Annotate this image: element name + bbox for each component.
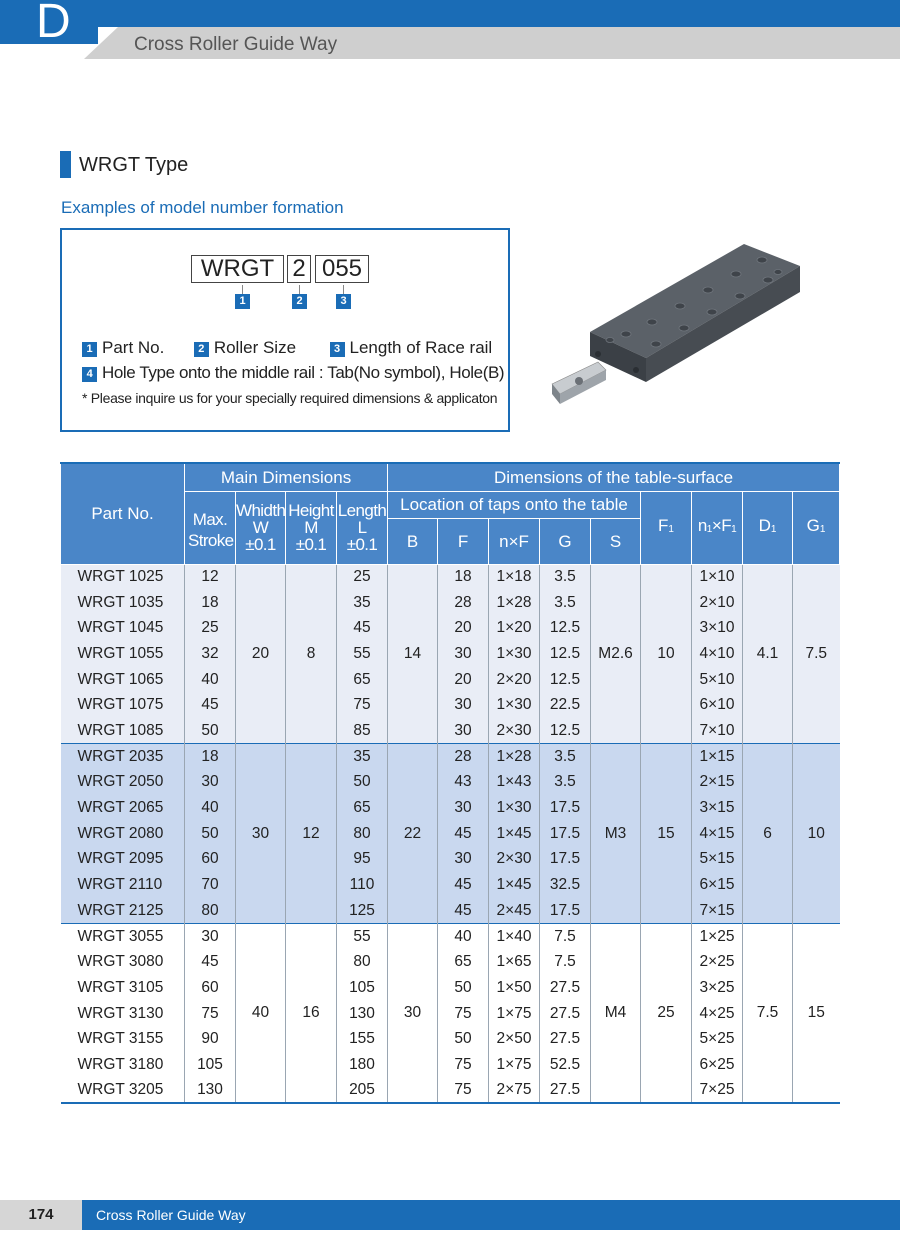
cell-max-stroke: 30 [185, 770, 236, 796]
cell-length: 95 [337, 847, 388, 873]
code-part-model: WRGT [191, 255, 284, 283]
cell-d1: 6 [743, 744, 793, 924]
cell-part-no: WRGT 2110 [61, 872, 185, 898]
footer-title: Cross Roller Guide Way [96, 1207, 246, 1223]
cell-f: 50 [438, 1026, 489, 1052]
cell-nxf: 1×65 [489, 949, 540, 975]
cell-d1: 7.5 [743, 924, 793, 1104]
cell-part-no: WRGT 2080 [61, 821, 185, 847]
cell-length: 85 [337, 718, 388, 744]
cell-max-stroke: 18 [185, 744, 236, 770]
col-header-length [337, 491, 388, 564]
cell-part-no: WRGT 3105 [61, 975, 185, 1001]
cell-n1xf1: 4×25 [692, 1001, 743, 1027]
cell-width: 20 [236, 564, 286, 744]
cell-f: 45 [438, 898, 489, 924]
cell-length: 180 [337, 1052, 388, 1078]
cell-max-stroke: 60 [185, 975, 236, 1001]
cell-part-no: WRGT 3055 [61, 924, 185, 950]
cell-length: 125 [337, 898, 388, 924]
cell-f1: 25 [641, 924, 692, 1104]
cell-f1: 15 [641, 744, 692, 924]
cell-n1xf1: 6×10 [692, 692, 743, 718]
col-header-nf: n×F [489, 518, 540, 564]
cell-f: 75 [438, 1078, 489, 1104]
cell-max-stroke: 50 [185, 718, 236, 744]
table-row [61, 847, 840, 873]
cell-f: 43 [438, 770, 489, 796]
d1-letter: D [758, 516, 771, 535]
col-header-n1f1 [692, 491, 743, 564]
cell-g: 3.5 [540, 770, 591, 796]
cell-b: 30 [388, 924, 438, 1104]
cell-nxf: 2×50 [489, 1026, 540, 1052]
cell-d1: 4.1 [743, 564, 793, 744]
cell-part-no: WRGT 3155 [61, 1026, 185, 1052]
cell-s: M3 [591, 744, 641, 924]
cell-max-stroke: 45 [185, 692, 236, 718]
cell-part-no: WRGT 3130 [61, 1001, 185, 1027]
cell-g: 12.5 [540, 667, 591, 693]
cell-max-stroke: 60 [185, 847, 236, 873]
legend-badge: 1 [82, 342, 97, 357]
cell-f: 28 [438, 590, 489, 616]
cell-max-stroke: 32 [185, 641, 236, 667]
cell-part-no: WRGT 3205 [61, 1078, 185, 1104]
table-row [61, 590, 840, 616]
legend-row [82, 338, 492, 358]
cell-nxf: 2×30 [489, 718, 540, 744]
cell-max-stroke: 70 [185, 872, 236, 898]
subscript: 1 [731, 524, 737, 535]
cell-length: 130 [337, 1001, 388, 1027]
cell-max-stroke: 90 [185, 1026, 236, 1052]
cell-length: 50 [337, 770, 388, 796]
cell-n1xf1: 2×25 [692, 949, 743, 975]
cell-part-no: WRGT 1045 [61, 615, 185, 641]
cell-g: 32.5 [540, 872, 591, 898]
cell-length: 105 [337, 975, 388, 1001]
cell-n1xf1: 6×25 [692, 1052, 743, 1078]
section-title: WRGT Type [79, 154, 189, 176]
cell-f: 30 [438, 692, 489, 718]
cell-length: 80 [337, 949, 388, 975]
cell-max-stroke: 40 [185, 795, 236, 821]
cell-length: 205 [337, 1078, 388, 1104]
cell-nxf: 1×30 [489, 795, 540, 821]
legend-text: Hole Type onto the middle rail : Tab(No symbol), Hole(B) [102, 363, 505, 382]
table-row [61, 872, 840, 898]
section-marker [60, 151, 71, 178]
cell-g: 27.5 [540, 1078, 591, 1104]
col-header-location-taps: Location of taps onto the table [388, 491, 641, 518]
subscript: 1 [819, 524, 826, 535]
cell-length: 110 [337, 872, 388, 898]
cell-max-stroke: 130 [185, 1078, 236, 1104]
subscript: 1 [668, 524, 674, 535]
cell-b: 14 [388, 564, 438, 744]
f1-letter: F [658, 516, 669, 535]
table-body [61, 564, 840, 1103]
badge-2: 2 [292, 294, 307, 309]
dimensions-table [60, 462, 840, 1104]
table-row [61, 924, 840, 950]
col-header-g: G [540, 518, 591, 564]
cell-max-stroke: 105 [185, 1052, 236, 1078]
cell-length: 35 [337, 590, 388, 616]
cell-nxf: 1×30 [489, 692, 540, 718]
cell-g: 12.5 [540, 641, 591, 667]
cell-height: 8 [286, 564, 337, 744]
col-header-f1 [641, 491, 692, 564]
n1-letter: n [697, 516, 707, 535]
cell-g: 3.5 [540, 744, 591, 770]
cell-nxf: 1×45 [489, 821, 540, 847]
section-subheading: Examples of model number formation [61, 198, 344, 217]
table-row [61, 949, 840, 975]
legend-badge: 2 [194, 342, 209, 357]
cell-nxf: 1×43 [489, 770, 540, 796]
table-row [61, 795, 840, 821]
cell-max-stroke: 50 [185, 821, 236, 847]
f1-letter: ×F [711, 516, 732, 535]
legend-row [82, 363, 504, 383]
cell-f: 30 [438, 718, 489, 744]
cell-g: 27.5 [540, 1026, 591, 1052]
code-part-length: 055 [315, 255, 369, 283]
cell-part-no: WRGT 1025 [61, 564, 185, 590]
cell-part-no: WRGT 2035 [61, 744, 185, 770]
cell-f: 20 [438, 667, 489, 693]
cell-nxf: 2×30 [489, 847, 540, 873]
cell-g: 27.5 [540, 975, 591, 1001]
cell-n1xf1: 4×10 [692, 641, 743, 667]
cell-n1xf1: 1×25 [692, 924, 743, 950]
cell-max-stroke: 45 [185, 949, 236, 975]
cell-max-stroke: 80 [185, 898, 236, 924]
col-header-height [286, 491, 337, 564]
legend-text: Roller Size [213, 338, 297, 357]
cell-f: 45 [438, 872, 489, 898]
col-header-max-stroke [185, 491, 236, 564]
cell-f: 18 [438, 564, 489, 590]
cell-g: 22.5 [540, 692, 591, 718]
cell-f: 28 [438, 744, 489, 770]
table-row [61, 1001, 840, 1027]
cell-n1xf1: 6×15 [692, 872, 743, 898]
col-header-width [236, 491, 286, 564]
badge-1: 1 [235, 294, 250, 309]
cell-length: 80 [337, 821, 388, 847]
cell-length: 75 [337, 692, 388, 718]
col-header-f: F [438, 518, 489, 564]
cell-nxf: 1×75 [489, 1001, 540, 1027]
width-tolerance: ±0.1 [245, 535, 276, 554]
cell-length: 155 [337, 1026, 388, 1052]
cell-part-no: WRGT 1085 [61, 718, 185, 744]
table-row [61, 1026, 840, 1052]
legend-text: Part No. [102, 338, 165, 357]
cell-nxf: 1×75 [489, 1052, 540, 1078]
cell-part-no: WRGT 3180 [61, 1052, 185, 1078]
cell-nxf: 1×50 [489, 975, 540, 1001]
table-row [61, 744, 840, 770]
cell-part-no: WRGT 2125 [61, 898, 185, 924]
cell-max-stroke: 25 [185, 615, 236, 641]
cell-nxf: 1×40 [489, 924, 540, 950]
cell-g: 27.5 [540, 1001, 591, 1027]
col-header-b: B [388, 518, 438, 564]
cell-length: 65 [337, 667, 388, 693]
cell-f: 40 [438, 924, 489, 950]
cell-nxf: 1×30 [489, 641, 540, 667]
cell-max-stroke: 30 [185, 924, 236, 950]
subscript: 1 [706, 524, 712, 535]
cell-g: 17.5 [540, 847, 591, 873]
cell-n1xf1: 7×15 [692, 898, 743, 924]
table-row [61, 975, 840, 1001]
chapter-letter: D [36, 0, 71, 48]
cell-g: 17.5 [540, 821, 591, 847]
col-header-g1 [793, 491, 840, 564]
cell-f: 30 [438, 795, 489, 821]
cell-part-no: WRGT 1055 [61, 641, 185, 667]
cell-part-no: WRGT 2095 [61, 847, 185, 873]
cross-roller-guide-image [548, 236, 804, 412]
width-symbol: W [252, 518, 269, 537]
cell-length: 65 [337, 795, 388, 821]
table-row [61, 667, 840, 693]
page-number: 174 [28, 1206, 54, 1223]
cell-length: 45 [337, 615, 388, 641]
cell-f: 30 [438, 641, 489, 667]
cell-height: 12 [286, 744, 337, 924]
cell-length: 55 [337, 641, 388, 667]
table-row [61, 692, 840, 718]
col-header-part-no: Part No. [61, 463, 185, 564]
badge-3: 3 [336, 294, 351, 309]
header-bar [0, 0, 900, 27]
col-header-table-surface: Dimensions of the table-surface [388, 463, 840, 491]
cell-g1: 10 [793, 744, 840, 924]
cell-g: 17.5 [540, 795, 591, 821]
table-row [61, 1078, 840, 1104]
cell-g: 12.5 [540, 615, 591, 641]
cell-part-no: WRGT 1075 [61, 692, 185, 718]
col-header-d1 [743, 491, 793, 564]
header-title: Cross Roller Guide Way [134, 34, 338, 55]
cell-nxf: 1×20 [489, 615, 540, 641]
cell-max-stroke: 18 [185, 590, 236, 616]
length-label: Length [337, 501, 387, 520]
cell-part-no: WRGT 2050 [61, 770, 185, 796]
cell-height: 16 [286, 924, 337, 1104]
cell-length: 55 [337, 924, 388, 950]
cell-n1xf1: 7×25 [692, 1078, 743, 1104]
cell-n1xf1: 5×15 [692, 847, 743, 873]
table-row [61, 898, 840, 924]
legend-badge: 3 [330, 342, 345, 357]
cell-n1xf1: 1×15 [692, 744, 743, 770]
cell-f: 45 [438, 821, 489, 847]
cell-n1xf1: 3×25 [692, 975, 743, 1001]
cell-f: 65 [438, 949, 489, 975]
inquiry-note: * Please inquire us for your specially required dimensions & applicaton [82, 390, 498, 406]
cell-nxf: 1×45 [489, 872, 540, 898]
cell-n1xf1: 3×15 [692, 795, 743, 821]
table-row [61, 1052, 840, 1078]
max-stroke-label: Max. Stroke [188, 509, 234, 550]
cell-b: 22 [388, 744, 438, 924]
cell-nxf: 1×18 [489, 564, 540, 590]
g1-letter: G [806, 516, 820, 535]
cell-nxf: 2×45 [489, 898, 540, 924]
cell-s: M2.6 [591, 564, 641, 744]
cell-part-no: WRGT 1035 [61, 590, 185, 616]
table-row [61, 718, 840, 744]
cell-n1xf1: 1×10 [692, 564, 743, 590]
model-number-example-box [60, 228, 510, 432]
code-part-size: 2 [287, 255, 311, 283]
cell-f: 30 [438, 847, 489, 873]
col-header-s: S [591, 518, 641, 564]
cell-g1: 15 [793, 924, 840, 1104]
cell-f: 20 [438, 615, 489, 641]
cell-f: 75 [438, 1001, 489, 1027]
cell-length: 25 [337, 564, 388, 590]
legend-badge: 4 [82, 367, 97, 382]
col-header-main-dimensions: Main Dimensions [185, 463, 388, 491]
length-symbol: L [357, 518, 367, 537]
cell-g: 7.5 [540, 924, 591, 950]
table-row [61, 641, 840, 667]
table-row [61, 821, 840, 847]
cell-nxf: 1×28 [489, 590, 540, 616]
cell-nxf: 1×28 [489, 744, 540, 770]
length-tolerance: ±0.1 [346, 535, 378, 554]
table-row [61, 564, 840, 590]
cell-n1xf1: 5×25 [692, 1026, 743, 1052]
cell-n1xf1: 2×10 [692, 590, 743, 616]
height-symbol: M [304, 518, 318, 537]
cell-g: 12.5 [540, 718, 591, 744]
cell-nxf: 2×75 [489, 1078, 540, 1104]
cell-g: 3.5 [540, 564, 591, 590]
cell-s: M4 [591, 924, 641, 1104]
cell-f: 50 [438, 975, 489, 1001]
cell-n1xf1: 3×10 [692, 615, 743, 641]
table-row [61, 615, 840, 641]
cell-width: 30 [236, 744, 286, 924]
cell-f: 75 [438, 1052, 489, 1078]
cell-n1xf1: 7×10 [692, 718, 743, 744]
cell-g: 52.5 [540, 1052, 591, 1078]
cell-max-stroke: 12 [185, 564, 236, 590]
height-label: Height [288, 501, 334, 520]
cell-g: 17.5 [540, 898, 591, 924]
cell-n1xf1: 5×10 [692, 667, 743, 693]
cell-nxf: 2×20 [489, 667, 540, 693]
cell-n1xf1: 2×15 [692, 770, 743, 796]
cell-part-no: WRGT 3080 [61, 949, 185, 975]
height-tolerance: ±0.1 [295, 535, 327, 554]
cell-max-stroke: 40 [185, 667, 236, 693]
cell-g1: 7.5 [793, 564, 840, 744]
width-label: Whidth [236, 501, 286, 520]
cell-n1xf1: 4×15 [692, 821, 743, 847]
cell-g: 3.5 [540, 590, 591, 616]
legend-text: Length of Race rail [349, 338, 493, 357]
cell-g: 7.5 [540, 949, 591, 975]
cell-part-no: WRGT 1065 [61, 667, 185, 693]
cell-length: 35 [337, 744, 388, 770]
cell-part-no: WRGT 2065 [61, 795, 185, 821]
table-row [61, 770, 840, 796]
subscript: 1 [770, 524, 777, 535]
chapter-tab [0, 0, 98, 48]
cell-f1: 10 [641, 564, 692, 744]
cell-max-stroke: 75 [185, 1001, 236, 1027]
cell-width: 40 [236, 924, 286, 1104]
